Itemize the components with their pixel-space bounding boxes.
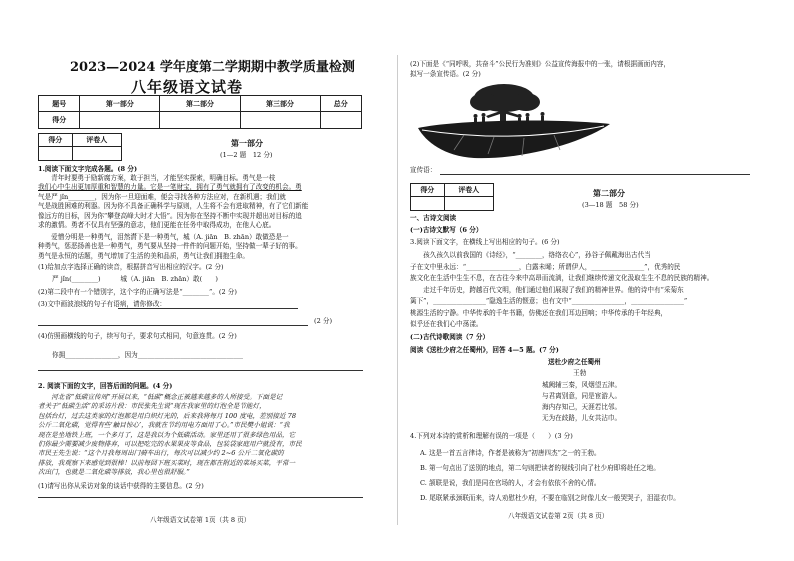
q4-option-d[interactable]: D. 尾联紧承颈联而来，诗人劝慰杜少府，不要在临别之时像儿女一般哭哭子，泪湿衣巾。 (420, 494, 680, 502)
page-footer-right: 八年级语文试卷第 2页（共 8 页） (508, 512, 609, 520)
score-header-cell: 第一部分 (80, 96, 160, 112)
grader-name-label: 评卷人 (444, 184, 493, 197)
exam-subtitle: 八年级语文试卷 (131, 78, 244, 96)
section-heading: 一、古诗文阅读 (410, 214, 457, 222)
passage-line: 我们心中生出更加厚重和智慧的力量。它是一笔财宝，拥有了勇气就拥有了改变的机会。勇 (38, 183, 302, 192)
score-row-label: 得分 (39, 112, 80, 129)
score-cell[interactable] (320, 112, 361, 129)
answer-line[interactable] (38, 497, 363, 498)
poster-illustration (414, 80, 614, 164)
part2-subtitle: (3—18 题 58 分) (582, 201, 639, 209)
passage-line: 现在是坐地铁上班，一个多月了，这是我以为个低碳活动。家里还用了很多绿色用品，它 (38, 430, 296, 439)
passage-line: 爱憎分明是一种勇气，泪然潸下是一种勇气，城（A. jiān B. zhān）敢做恐是一 (38, 233, 289, 241)
page-footer-left: 八年级语文试卷第 1页（共 8 页） (150, 516, 251, 524)
score-header-cell: 题号 (39, 96, 80, 112)
section-subheading: (二)古代诗歌阅读（7 分） (410, 333, 490, 341)
grader-score-label: 得分 (411, 184, 445, 197)
q1-sub3-score: (2 分) (314, 317, 333, 325)
passage-line: 桃源生活的宁静。中华传承的千年书籍，仿佛还在我们耳边回响；中华传承的千年经典， (410, 308, 668, 317)
q4-options (420, 446, 765, 506)
q1-sub1-answer[interactable]: 严 jǐn(________) 城（A. jiān B. zhān）敢( ) (52, 275, 218, 283)
q1-sub4-answer[interactable]: 你拥________________，因为________________________________ (52, 351, 244, 359)
q4-heading: 4.下列对本诗的赏析和理解有误的一项是（ ）(3 分) (410, 432, 573, 440)
grader-score-cell[interactable] (39, 147, 73, 161)
right-page (398, 0, 794, 561)
q1-sub3: (3)文中画波浪线的句子有语病，请你修改： (38, 300, 167, 308)
q3-heading: 3.阅读下面文字，在横线上写出相应的句子。(6 分) (410, 238, 560, 246)
q3-passage (410, 250, 760, 331)
poem-title: 送杜少府之任蜀州 (548, 358, 601, 366)
passage-line: 包括台灯，过去这类家的灯泡都是用白炽灯光的，后来我将每月 100 度电，差别接近 78 (38, 411, 297, 420)
passage-line: 排放，我观察下来感觉到很棒！以前每回下班买菜时，现在都在附近的菜场买菜，平常一 (38, 458, 296, 467)
passage-line: 像远方的目标，因为你“攀登高峰大时才大悟”。因为你在坚持不断中实现并超出对目标的追 (38, 211, 302, 220)
q1-heading: 1.阅读下面文字完成各题。(8 分) (38, 165, 138, 173)
q1-passage-1 (38, 174, 363, 230)
q1-sub2: (2)第二段中有一个错别字，这个字的正确写法是“________”。(2 分) (38, 288, 237, 296)
passage-line: 河北省“低碳宣传周”开展以来，“低碳”概念正被越来越多的人所接受。下面是记 (38, 393, 283, 401)
poem-line: 海内存知己，天涯若比邻。 (542, 403, 622, 411)
part1-subtitle: (1—2 题 12 分) (220, 151, 273, 159)
q4-option-c[interactable]: C. 颔联是说，我们是同在官场的人，才会有依依不舍的心情。 (420, 479, 601, 487)
q2-passage (38, 393, 363, 478)
score-header-cell: 总分 (320, 96, 361, 112)
passage-line: 族文化在生活中生生不息，在古往今来中高昂而流淌，让我们继续传递文化汲取生生不息的民族的精神。 (410, 274, 714, 282)
passage-line: 子在文中里永远：“________________，白露未晞；所谓伊人，________________”，优秀的民 (410, 262, 681, 271)
passage-line: 孩久孩久以前我国的《诗经》，“________，络络衣心”，孙谷子佩戴海出古代当 (410, 251, 651, 259)
poem-line: 城阙辅三秦，风烟望五津。 (542, 381, 622, 389)
answer-line[interactable] (118, 308, 298, 309)
part2-title: 第二部分 (593, 188, 625, 198)
answer-line[interactable] (38, 325, 308, 326)
passage-line: 青年时要勇于励新腐方案，敢于担当，才能坚实探索，明确目标。勇气是一枝 (38, 174, 276, 182)
score-cell[interactable] (160, 112, 240, 129)
part1-title: 第一部分 (231, 138, 263, 148)
answer-line[interactable] (38, 370, 363, 371)
score-cell[interactable] (240, 112, 320, 129)
q4-option-b[interactable]: B. 第一句点出了送别的地点，第二句则把读者的视线引向了杜少府即将赴任之地。 (420, 464, 660, 472)
grader-box-2 (410, 183, 494, 211)
grader-name-cell[interactable] (444, 197, 493, 211)
passage-line: 走过千年历史，跨越百代文明，他们通过他们展现了我们的精神世界。他的诗中有“采菊东 (410, 285, 684, 294)
exam-title: 2023—2024 学年度第二学期期中教学质量检测 (70, 60, 355, 75)
q2-heading: 2. 阅读下面的文字，回答后面的问题。(4 分) (38, 382, 173, 390)
q4-option-a[interactable]: A. 这是一首五言律诗，作者是被称为“初唐四杰”之一的王勃。 (420, 449, 601, 457)
passage-line: 次出门，也就是二氧化碳等排放，我心里也很舒服。” (38, 468, 190, 477)
section-subheading: (一)古诗文默写（6 分） (410, 226, 483, 234)
passage-line: 者关于“低碳生活”的采访片段：市民张先生说“现在我家里的灯泡全是节能灯， (38, 402, 266, 411)
q2-sub1: (1)请写出你从采访对象的谈话中获得的主要信息。(2 分) (38, 482, 204, 490)
passage-line: 篱下”，________________”隐逸生活的惬意；也有文中“________________，________________” (410, 297, 688, 305)
poem-author: 王勃 (573, 369, 587, 377)
grader-name-label: 评卷人 (72, 134, 121, 147)
slogan-label: 宣传语： (410, 166, 437, 174)
passage-line: 们你最少需要减少废物排弃，可以把吃完的水果果皮等食品，包装袋家庭用户就没有，市民 (38, 440, 302, 449)
q1-sub1: (1)给加点字选择正确的读音，根据拼音写出相应的汉字。(2 分) (38, 263, 224, 271)
passage-line: 气是严 jǐn________，因为你一旦迎面难，便会寻找各种方法应对，在新机遇；我们就 (38, 192, 286, 201)
q1-sub4: (4)仿照画横线的句子，续写句子，要求句式相同，句意连贯。(2 分) (38, 332, 237, 340)
passage-line: 求的激情。勇者不仅具有坚强的意志，他们更能在任务中取得成功，在他人心底。 (38, 221, 276, 230)
grader-score-label: 得分 (39, 134, 73, 147)
passage-line: 公斤二氧化碳，觉得有些‘触目惊心’，我就在节约用电方面用了心。”市民樊小姐说：“我 (38, 421, 290, 430)
q2-sub2: (2)下面是《“同呼吸，共奋斗”公民行为准则》公益宣传海报中的一张，请根据画面内容， (410, 60, 671, 68)
grader-score-cell[interactable] (411, 197, 445, 211)
score-table (38, 95, 362, 129)
poem-body (542, 380, 621, 424)
passage-line: 种勇气，惩恶扬善也是一种勇气，勇气要从坚持一件件的问题开始，坚持做一辈子好的事。 (38, 242, 302, 251)
q1-passage-2 (38, 233, 363, 261)
passage-line: 似乎还在我们心中荡漾。 (410, 320, 483, 328)
score-header-cell: 第三部分 (240, 96, 320, 112)
score-header-cell: 第二部分 (160, 96, 240, 112)
slogan-answer-line[interactable] (440, 174, 750, 175)
poem-line: 与君离别意，同是宦游人。 (542, 392, 622, 400)
grader-box (38, 133, 122, 161)
passage-line: 市民王先生说：“这个月我每周出门骑车出行，每次可以减少约 2~6 公斤二氧化碳的 (38, 449, 284, 458)
poem-heading: 阅读《送杜少府之任蜀州》，回答 4—5 题。(7 分) (410, 346, 559, 354)
grader-name-cell[interactable] (72, 147, 121, 161)
poem-line: 无为在歧路，儿女共沾巾。 (542, 414, 622, 422)
passage-line: 气是战胜困难的利器。因为你不具备正确科学与原则，人生将不会有进取精神，有了它们新能 (38, 202, 309, 211)
passage-line: 勇气是永恒的话题，勇气增加了生活的美和品质，勇气让我们拥抱生命。 (38, 251, 249, 260)
score-cell[interactable] (80, 112, 160, 129)
q2-sub2-cont: 拟写一条宣传语。(2 分) (410, 70, 481, 78)
